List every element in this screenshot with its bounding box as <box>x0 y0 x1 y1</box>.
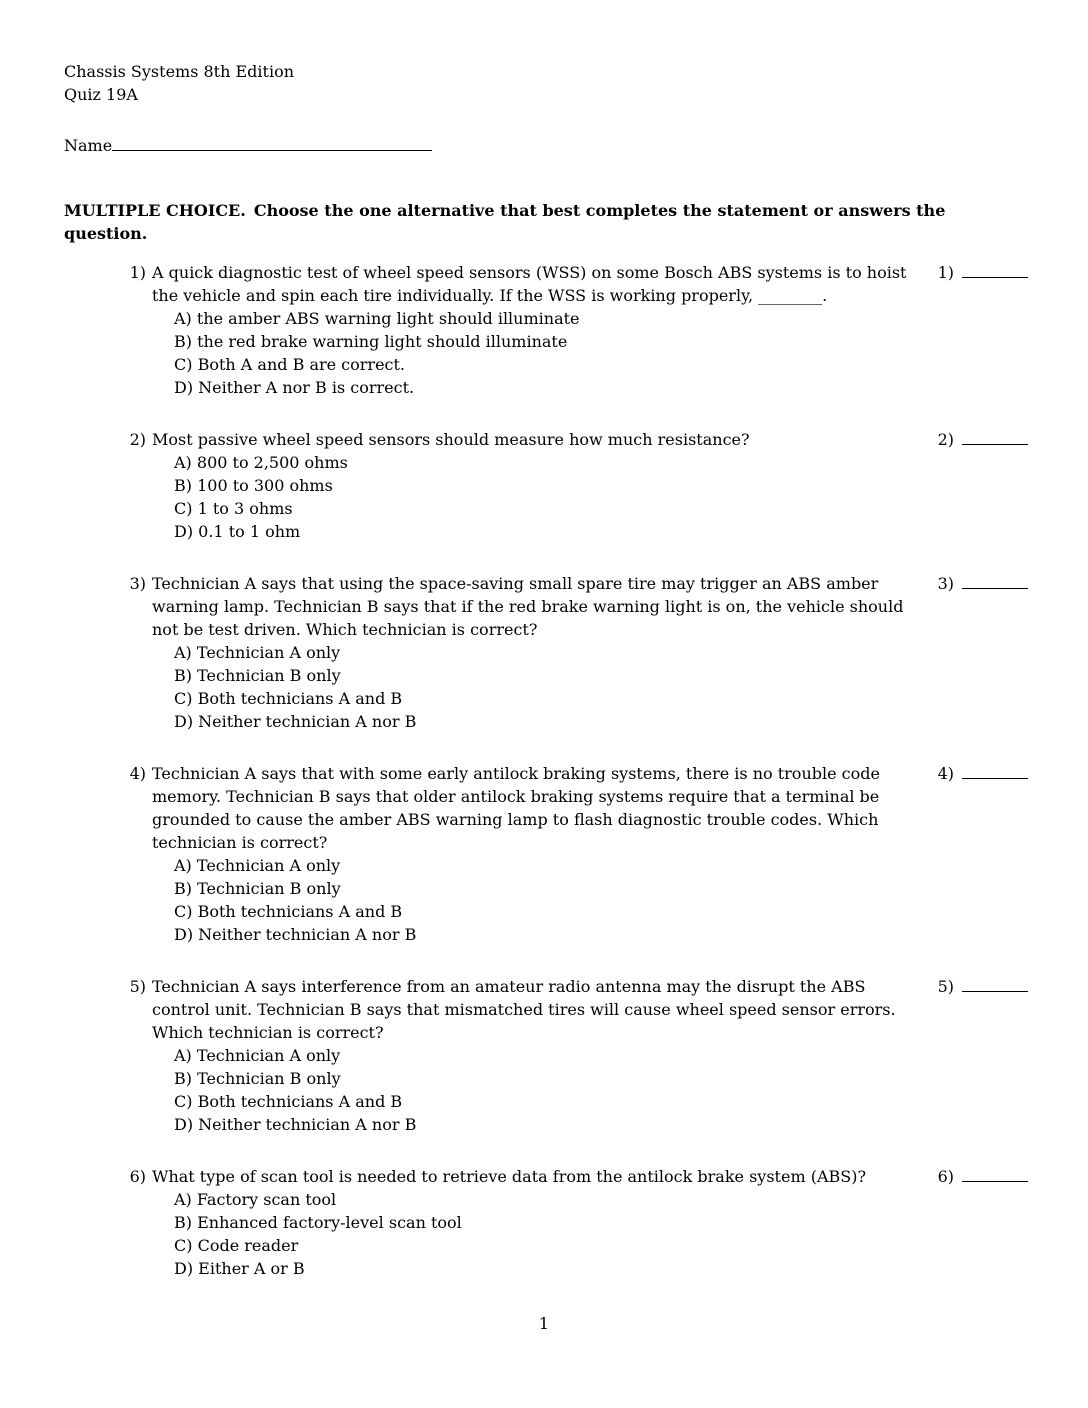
question-text: Most passive wheel speed sensors should measure how much resistance? <box>152 430 750 449</box>
answer-number: 1) <box>937 263 954 282</box>
choice: B) Enhanced factory-level scan tool <box>174 1213 462 1232</box>
document-header <box>64 60 1028 106</box>
answer-number: 6) <box>937 1167 954 1186</box>
question-body <box>122 975 920 1136</box>
choice: D) Neither technician A nor B <box>174 712 417 731</box>
answer-slot <box>926 762 1028 785</box>
question-text: Technician A says that using the space-saving small spare tire may trigger an ABS amber warning lamp. Technician B says that if the red brake warning light is on, the vehicle should not be test driven. Which technician is correct? <box>152 574 904 639</box>
answer-slot <box>926 428 1028 451</box>
question-item <box>64 261 1028 399</box>
answer-blank-field[interactable] <box>962 1166 1028 1182</box>
answer-slot <box>926 1165 1028 1188</box>
question-row <box>122 1165 920 1188</box>
choice: C) 1 to 3 ohms <box>174 499 293 518</box>
answer-number: 2) <box>937 430 954 449</box>
choice: C) Both A and B are correct. <box>174 355 406 374</box>
question-body <box>122 261 920 399</box>
questions-list <box>64 261 1028 1280</box>
choice: A) 800 to 2,500 ohms <box>174 453 348 472</box>
question-text: What type of scan tool is needed to retrieve data from the antilock brake system (ABS)? <box>152 1167 867 1186</box>
question-text: A quick diagnostic test of wheel speed sensors (WSS) on some Bosch ABS systems is to hoist the vehicle and spin each tire individually. If the WSS is working properly, ________. <box>152 263 907 305</box>
choice: B) 100 to 300 ohms <box>174 476 333 495</box>
choice: C) Code reader <box>174 1236 299 1255</box>
choice: B) the red brake warning light should illuminate <box>174 332 568 351</box>
answer-blank-field[interactable] <box>962 262 1028 278</box>
section-heading <box>64 199 1028 245</box>
question-number: 1) <box>129 263 146 282</box>
question-row <box>122 975 920 1044</box>
section-heading-label: MULTIPLE CHOICE. <box>64 201 246 220</box>
question-number: 3) <box>129 574 146 593</box>
question-number: 2) <box>129 430 146 449</box>
name-row <box>64 134 1028 157</box>
choice: C) Both technicians A and B <box>174 902 403 921</box>
choice: D) 0.1 to 1 ohm <box>174 522 301 541</box>
question-item <box>64 572 1028 733</box>
choice: A) Technician A only <box>174 643 341 662</box>
choice: A) Factory scan tool <box>174 1190 337 1209</box>
question-row <box>122 572 920 641</box>
answer-blank-field[interactable] <box>962 573 1028 589</box>
choices <box>174 1188 920 1280</box>
question-item <box>64 975 1028 1136</box>
choice: B) Technician B only <box>174 666 341 685</box>
answer-blank-field[interactable] <box>962 763 1028 779</box>
choice: D) Either A or B <box>174 1259 305 1278</box>
answer-number: 5) <box>937 977 954 996</box>
document-title: Chassis Systems 8th Edition <box>64 62 295 81</box>
question-row <box>122 762 920 854</box>
question-number: 5) <box>129 977 146 996</box>
question-text: Technician A says interference from an amateur radio antenna may the disrupt the ABS control unit. Technician B says that mismatched tires will cause wheel speed sensor errors. Which technician is correct? <box>152 977 896 1042</box>
answer-blank-field[interactable] <box>962 976 1028 992</box>
quiz-number: Quiz 19A <box>64 85 138 104</box>
choices <box>174 1044 920 1136</box>
question-body <box>122 762 920 946</box>
question-row <box>122 428 920 451</box>
name-blank-field[interactable] <box>112 136 432 151</box>
answer-number: 4) <box>937 764 954 783</box>
question-item <box>64 762 1028 946</box>
name-label: Name <box>64 136 113 155</box>
choice: C) Both technicians A and B <box>174 1092 403 1111</box>
choices <box>174 854 920 946</box>
question-body <box>122 428 920 543</box>
question-number: 6) <box>129 1167 146 1186</box>
choice: D) Neither technician A nor B <box>174 925 417 944</box>
answer-slot <box>926 975 1028 998</box>
question-text: Technician A says that with some early antilock braking systems, there is no trouble code memory. Technician B says that older antilock braking systems require that a terminal be grounded to cause the amber ABS warning lamp to flash diagnostic trouble codes. Which technician is correct? <box>152 764 880 852</box>
question-row <box>122 261 920 307</box>
choice: A) the amber ABS warning light should illuminate <box>174 309 580 328</box>
question-item <box>64 1165 1028 1280</box>
answer-number: 3) <box>937 574 954 593</box>
choice: C) Both technicians A and B <box>174 689 403 708</box>
section-heading-instruction: Choose the one alternative that best completes the statement or answers the question. <box>64 201 946 243</box>
choice: A) Technician A only <box>174 856 341 875</box>
answer-blank-field[interactable] <box>962 429 1028 445</box>
choices <box>174 451 920 543</box>
choice: B) Technician B only <box>174 1069 341 1088</box>
choices <box>174 307 920 399</box>
answer-slot <box>926 572 1028 595</box>
question-number: 4) <box>129 764 146 783</box>
question-item <box>64 428 1028 543</box>
choice: D) Neither A nor B is correct. <box>174 378 415 397</box>
choice: B) Technician B only <box>174 879 341 898</box>
choices <box>174 641 920 733</box>
question-body <box>122 572 920 733</box>
answer-slot <box>926 261 1028 284</box>
choice: D) Neither technician A nor B <box>174 1115 417 1134</box>
page-number: 1 <box>538 1314 550 1333</box>
choice: A) Technician A only <box>174 1046 341 1065</box>
question-body <box>122 1165 920 1280</box>
